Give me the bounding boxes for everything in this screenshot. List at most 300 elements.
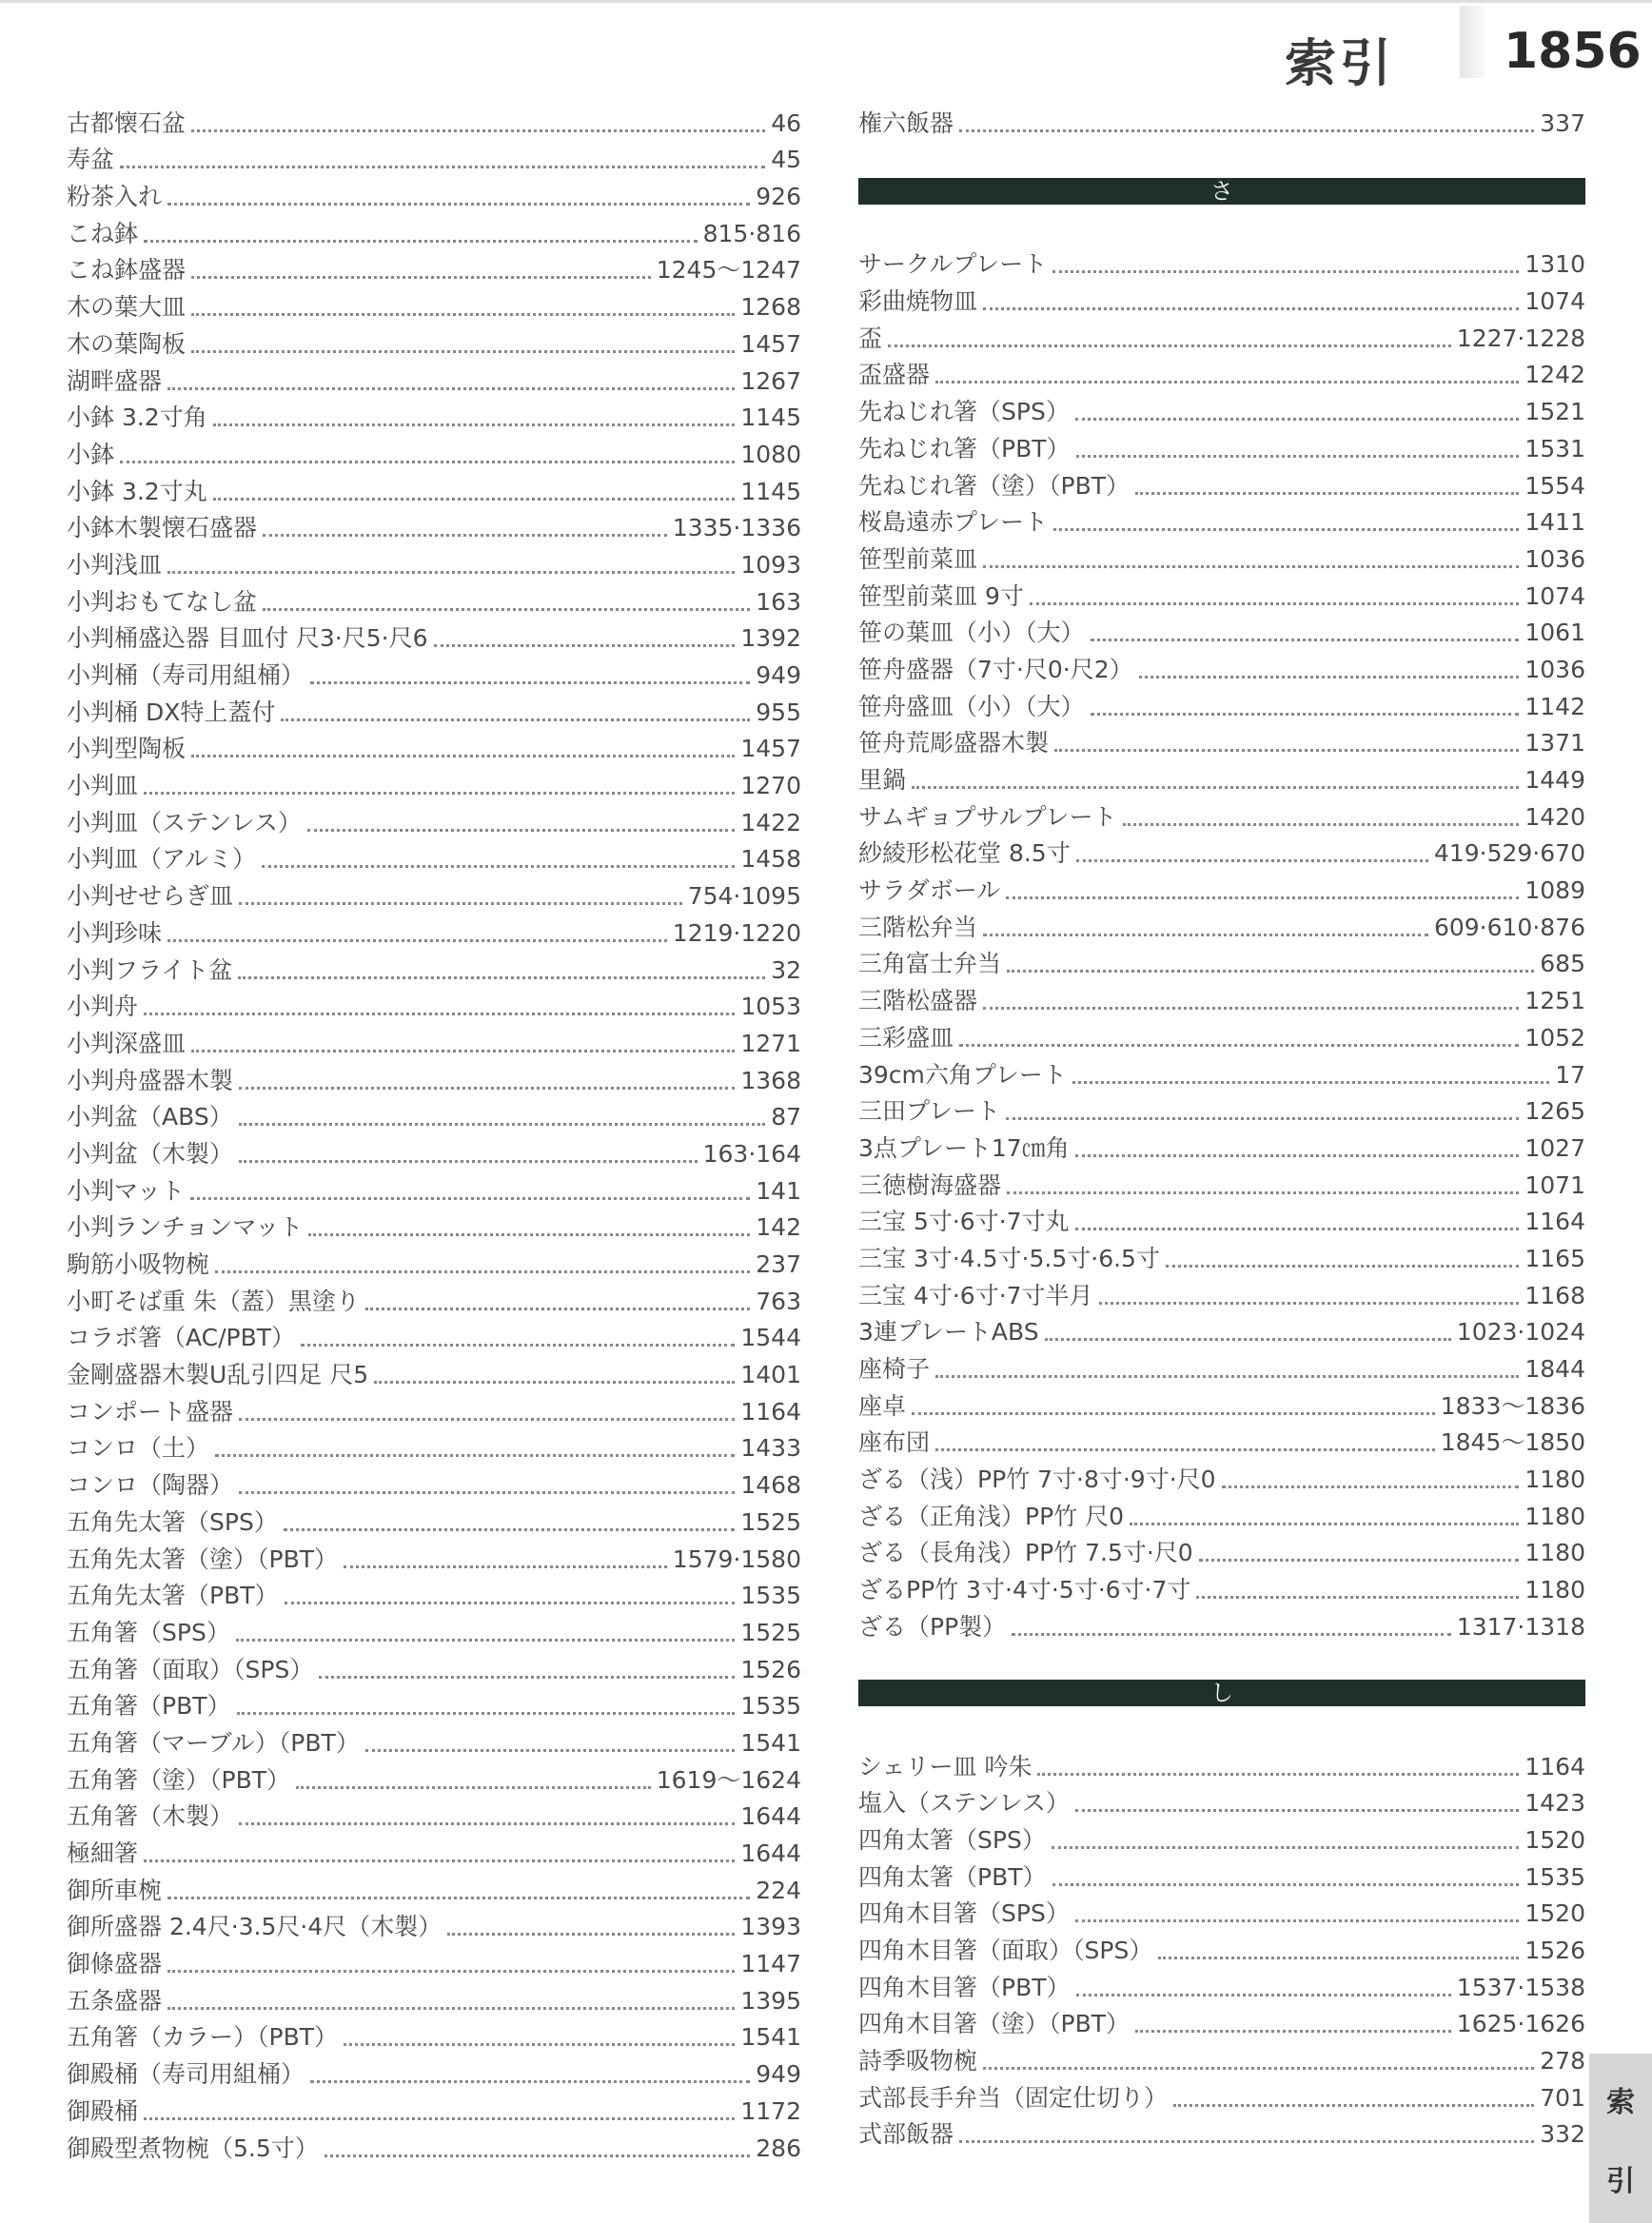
entry-name: 三階松盛器 [858, 987, 978, 1015]
dot-leader [434, 644, 736, 647]
section-header-sa: さ [858, 178, 1585, 205]
entry-page: 1579·1580 [672, 1544, 801, 1573]
index-entry [858, 578, 1585, 615]
entry-page: 1525 [740, 1618, 801, 1646]
dot-leader [912, 1412, 1435, 1415]
index-column-right [858, 105, 1585, 2153]
dot-leader [1072, 1081, 1549, 1084]
entry-page: 46 [771, 108, 801, 137]
entry-page: 1310 [1524, 250, 1585, 279]
entry-name: ざる（浅）PP竹 7寸·8寸·9寸·尺0 [858, 1466, 1216, 1494]
dot-leader [144, 2117, 735, 2120]
dot-leader [239, 1087, 735, 1090]
index-entry [67, 1835, 801, 1872]
index-entry [858, 1056, 1585, 1093]
section-header-shi: し [858, 1680, 1585, 1706]
entry-page: 1074 [1524, 581, 1585, 610]
dot-leader [1099, 1302, 1520, 1305]
entry-name: サラダボール [858, 876, 1001, 905]
entry-page: 1268 [740, 293, 801, 322]
entry-name: 小判おもてなし盆 [67, 587, 258, 616]
entry-page: 1458 [740, 845, 801, 874]
index-entry [67, 1982, 801, 2019]
index-entry [67, 1761, 801, 1799]
entry-page: 87 [771, 1103, 801, 1131]
dot-leader [1052, 270, 1519, 273]
entry-name: 笹舟盛皿（小）（大） [858, 692, 1085, 720]
index-entry [858, 283, 1585, 320]
index-entry [858, 1571, 1585, 1608]
index-entry [858, 105, 1585, 142]
dot-leader [191, 276, 651, 279]
entry-name: サークルプレート [858, 250, 1048, 279]
index-entry [858, 1785, 1585, 1822]
index-entry [858, 320, 1585, 357]
index-entry [67, 142, 801, 179]
dot-leader [1052, 1846, 1520, 1849]
entry-page: 926 [756, 183, 801, 211]
index-side-tab[interactable] [1589, 2054, 1652, 2223]
entry-page: 1164 [1524, 1752, 1585, 1780]
entry-page: 609·610·876 [1433, 913, 1585, 941]
dot-leader [983, 934, 1428, 936]
dot-leader [167, 203, 750, 206]
dot-leader [190, 1197, 750, 1200]
index-entry [67, 1062, 801, 1099]
entry-page: 1093 [740, 550, 801, 579]
page-title: 索引 [1285, 32, 1395, 93]
entry-page: 1422 [740, 808, 801, 836]
entry-page: 1271 [740, 1029, 801, 1057]
index-entry [858, 615, 1585, 652]
entry-page: 332 [1540, 2120, 1585, 2149]
entry-name: 御條盛器 [67, 1950, 163, 1978]
entry-page: 955 [756, 698, 801, 726]
entry-page: 1164 [1524, 1208, 1585, 1236]
index-entry [858, 1748, 1585, 1785]
index-entry [858, 1608, 1585, 1645]
entry-page: 1520 [1524, 1825, 1585, 1854]
index-entry [858, 1896, 1585, 1933]
dot-leader [191, 313, 735, 316]
entry-name: 小判盆（ABS） [67, 1103, 233, 1131]
entry-page: 1544 [740, 1324, 801, 1352]
entry-name: 式部飯器 [858, 2120, 954, 2149]
entry-page: 1245〜1247 [656, 256, 801, 285]
entry-page: 1644 [740, 1802, 801, 1831]
index-entry [858, 1387, 1585, 1425]
entry-name: 五角箸（面取）（SPS） [67, 1655, 314, 1683]
index-entry [858, 1314, 1585, 1351]
entry-name: 小町そば重 朱（蓋）黒塗り [67, 1287, 360, 1315]
dot-leader [167, 1897, 750, 1899]
entry-page: 1180 [1524, 1466, 1585, 1494]
dot-leader [167, 2007, 735, 2010]
index-entry [67, 1872, 801, 1909]
index-entry [67, 841, 801, 878]
dot-leader [1006, 896, 1519, 899]
dot-leader [1075, 1154, 1520, 1157]
entry-name: 先ねじれ箸（PBT） [858, 434, 1071, 462]
entry-name: 三宝 3寸·4.5寸·5.5寸·6.5寸 [858, 1244, 1160, 1272]
dot-leader [1075, 1919, 1520, 1922]
entry-page: 1180 [1524, 1502, 1585, 1530]
dot-leader [1199, 1559, 1520, 1562]
entry-page: 278 [1540, 2047, 1585, 2075]
entry-name: 小判ランチョンマット [67, 1213, 304, 1242]
entry-name: 金剛盛器木製U乱引四足 尺5 [67, 1361, 369, 1389]
dot-leader [1091, 639, 1520, 641]
index-group-top [858, 105, 1585, 142]
entry-name: 小鉢 3.2寸角 [67, 403, 207, 432]
entry-name: 五角先太箸（PBT） [67, 1582, 279, 1610]
dot-leader [324, 2154, 751, 2157]
index-entry [67, 105, 801, 142]
entry-name: コンロ（土） [67, 1434, 210, 1463]
index-entry [67, 989, 801, 1026]
entry-page: 701 [1540, 2083, 1585, 2112]
entry-name: 五角箸（マーブル）（PBT） [67, 1728, 360, 1757]
dot-leader [374, 1381, 735, 1384]
entry-name: 小判フライト盆 [67, 955, 233, 984]
entry-name: 三田プレート [858, 1097, 1001, 1126]
dot-leader [447, 1933, 735, 1936]
dot-leader [213, 423, 736, 426]
entry-name: 御殿桶 [67, 2096, 139, 2125]
dot-leader [983, 565, 1519, 568]
entry-name: ざるPP竹 3寸·4寸·5寸·6寸·7寸 [858, 1576, 1191, 1604]
entry-name: 三宝 4寸·6寸·7寸半月 [858, 1281, 1093, 1309]
dot-leader [191, 129, 765, 132]
entry-page: 1142 [1524, 692, 1585, 720]
index-entry [858, 946, 1585, 983]
index-entry [67, 1430, 801, 1467]
index-entry [67, 1025, 801, 1062]
entry-name: 五角箸（SPS） [67, 1618, 230, 1646]
entry-name: 小判深盛皿 [67, 1029, 187, 1057]
index-entry [858, 909, 1585, 946]
entry-page: 1554 [1524, 471, 1585, 500]
entry-page: 1535 [740, 1582, 801, 1610]
index-entry [858, 2116, 1585, 2154]
dot-leader [215, 1270, 750, 1273]
entry-name: 笹型前菜皿 9寸 [858, 581, 1024, 610]
entry-name: 五角箸（塗）（PBT） [67, 1765, 290, 1794]
entry-page: 1411 [1524, 508, 1585, 537]
header-divider-bar [1460, 6, 1485, 78]
entry-page: 1619〜1624 [656, 1765, 801, 1794]
entry-name: 小鉢 3.2寸丸 [67, 477, 207, 505]
entry-name: 3点プレート17㎝角 [858, 1133, 1070, 1162]
entry-page: 142 [756, 1213, 801, 1242]
index-entry [858, 1932, 1585, 1969]
entry-name: 小判桶 DX特上蓋付 [67, 698, 276, 726]
index-entry [67, 583, 801, 620]
entry-name: 寿盆 [67, 146, 115, 174]
entry-name: 小判桶（寿司用組桶） [67, 661, 305, 689]
index-entry [858, 725, 1585, 762]
index-entry [858, 1425, 1585, 1462]
entry-page: 1526 [1524, 1936, 1585, 1964]
entry-name: 塩入（ステンレス） [858, 1789, 1070, 1818]
index-entry [67, 1320, 801, 1357]
dot-leader [239, 1123, 766, 1126]
entry-page: 1145 [740, 477, 801, 505]
dot-leader [239, 1822, 735, 1825]
dot-leader [365, 1749, 736, 1752]
dot-leader [1006, 1117, 1519, 1120]
entry-name: 五角先太箸（SPS） [67, 1507, 278, 1536]
entry-page: 224 [756, 1876, 801, 1904]
entry-page: 1525 [740, 1507, 801, 1536]
entry-name: 笹の葉皿（小）（大） [858, 619, 1085, 647]
entry-name: 小判型陶板 [67, 735, 187, 763]
entry-page: 1521 [1524, 398, 1585, 426]
index-entry [67, 1210, 801, 1247]
entry-name: 御所車椀 [67, 1876, 163, 1904]
entry-name: 小判舟盛器木製 [67, 1066, 234, 1094]
entry-page: 1251 [1524, 987, 1585, 1015]
entry-page: 1833〜1836 [1440, 1391, 1585, 1420]
index-entry [858, 246, 1585, 284]
entry-name: 三階松弁当 [858, 913, 978, 941]
entry-name: こね鉢盛器 [67, 256, 187, 285]
entry-page: 1449 [1524, 766, 1585, 794]
dot-leader [167, 1970, 735, 1973]
entry-page: 763 [756, 1287, 801, 1315]
index-entry [67, 1614, 801, 1651]
entry-name: 小判盆（木製） [67, 1139, 234, 1168]
dot-leader [365, 1308, 750, 1310]
index-entry [67, 252, 801, 289]
dot-leader [144, 1013, 735, 1015]
entry-name: 座卓 [858, 1391, 907, 1420]
index-entry [67, 2130, 801, 2167]
dot-leader [959, 1044, 1519, 1047]
dot-leader [144, 792, 735, 795]
dot-leader [1007, 970, 1534, 973]
index-entry [67, 510, 801, 547]
entry-name: 笹型前菜皿 [858, 544, 978, 573]
dot-leader [307, 829, 735, 832]
index-entry [67, 804, 801, 841]
dot-leader [301, 1344, 735, 1347]
entry-page: 1845〜1850 [1440, 1428, 1585, 1457]
dot-leader [1123, 823, 1520, 826]
index-group-sa [858, 246, 1585, 1645]
entry-page: 1267 [740, 366, 801, 395]
entry-name: 四角木目箸（SPS） [858, 1899, 1070, 1928]
side-tab-char-2: 引 [1606, 2164, 1635, 2198]
entry-name: 紗綾形松花堂 8.5寸 [858, 839, 1071, 868]
dot-leader [238, 976, 765, 979]
dot-leader [215, 1454, 735, 1457]
entry-name: コンポート盛器 [67, 1397, 234, 1426]
dot-leader [1091, 713, 1520, 716]
index-entry [858, 1093, 1585, 1131]
entry-name: 里鍋 [858, 766, 907, 794]
entry-name: 古都懐石盆 [67, 108, 187, 137]
dot-leader [935, 1448, 1435, 1451]
entry-name: コラボ箸（AC/PBT） [67, 1324, 296, 1352]
index-entry [67, 2056, 801, 2093]
dot-leader [285, 1602, 736, 1604]
index-entry [67, 1688, 801, 1725]
dot-leader [310, 681, 750, 684]
entry-page: 1433 [740, 1434, 801, 1463]
entry-page: 754·1095 [687, 882, 801, 911]
entry-page: 1537·1538 [1456, 1973, 1585, 2001]
entry-page: 1061 [1524, 619, 1585, 647]
entry-name: 御殿桶（寿司用組桶） [67, 2060, 305, 2089]
entry-name: 盃 [858, 324, 883, 352]
index-entry [67, 877, 801, 915]
entry-page: 1147 [740, 1950, 801, 1978]
entry-name: 小鉢 [67, 440, 115, 468]
entry-name: 御所盛器 2.4尺·3.5尺·4尺（木製） [67, 1913, 442, 1941]
index-entry [67, 1135, 801, 1172]
entry-page: 1074 [1524, 287, 1585, 316]
entry-name: 駒筋小吸物椀 [67, 1250, 210, 1278]
entry-name: 三宝 5寸·6寸·7寸丸 [858, 1208, 1070, 1236]
dot-leader [1037, 1773, 1519, 1776]
entry-page: 419·529·670 [1433, 839, 1585, 868]
index-entry [67, 1504, 801, 1541]
entry-page: 1172 [740, 2096, 801, 2125]
entry-page: 1227·1228 [1456, 324, 1585, 352]
entry-page: 1423 [1524, 1789, 1585, 1818]
index-entry [67, 731, 801, 768]
index-group-shi [858, 1748, 1585, 2154]
entry-page: 1027 [1524, 1133, 1585, 1162]
index-entry [858, 2079, 1585, 2116]
entry-name: 四角木目箸（面取）（SPS） [858, 1936, 1153, 1964]
entry-page: 1395 [740, 1986, 801, 2015]
index-entry [67, 1466, 801, 1504]
entry-name: ざる（正角浅）PP竹 尺0 [858, 1502, 1125, 1530]
entry-page: 1036 [1524, 544, 1585, 573]
dot-leader [1075, 418, 1520, 421]
entry-page: 337 [1540, 108, 1585, 137]
dot-leader [1053, 528, 1519, 531]
entry-name: 極細箸 [67, 1839, 139, 1867]
entry-page: 1053 [740, 993, 801, 1021]
index-entry [858, 2006, 1585, 2043]
index-entry [858, 1535, 1585, 1572]
index-entry [67, 767, 801, 804]
entry-name: 御殿型煮物椀（5.5寸） [67, 2134, 319, 2162]
index-entry [858, 467, 1585, 504]
entry-page: 1392 [740, 624, 801, 653]
index-entry [858, 798, 1585, 836]
dot-leader [167, 939, 667, 942]
index-entry [67, 1393, 801, 1430]
index-entry [858, 1167, 1585, 1204]
entry-page: 1393 [740, 1913, 801, 1941]
dot-leader [1173, 2104, 1534, 2107]
entry-page: 1164 [740, 1397, 801, 1426]
index-entry [858, 1498, 1585, 1535]
index-entry [858, 1350, 1585, 1387]
entry-page: 1535 [1524, 1862, 1585, 1891]
entry-name: 五角箸（PBT） [67, 1692, 231, 1721]
dot-leader [344, 1565, 667, 1568]
entry-name: 盃盛器 [858, 361, 931, 389]
entry-name: こね鉢 [67, 219, 139, 247]
index-entry [67, 215, 801, 252]
dot-leader [983, 307, 1519, 310]
index-entry [67, 400, 801, 437]
entry-name: 詩季吸物椀 [858, 2047, 978, 2075]
entry-page: 163 [756, 587, 801, 616]
entry-name: 小判皿（アルミ） [67, 845, 257, 874]
dot-leader [310, 2080, 750, 2083]
dot-leader [1158, 1957, 1519, 1959]
dot-leader [1076, 1994, 1451, 1997]
entry-page: 1180 [1524, 1576, 1585, 1604]
dot-leader [344, 2043, 735, 2046]
dot-leader [935, 1375, 1519, 1378]
index-entry [858, 393, 1585, 430]
index-entry [67, 1799, 801, 1836]
entry-page: 1052 [1524, 1023, 1585, 1052]
dot-leader [262, 865, 735, 868]
entry-name: 権六飯器 [858, 108, 954, 137]
entry-page: 1180 [1524, 1539, 1585, 1567]
index-entry [858, 2042, 1585, 2079]
index-entry [858, 1204, 1585, 1241]
entry-name: 五角先太箸（塗）（PBT） [67, 1544, 338, 1573]
dot-leader [1052, 1883, 1520, 1886]
index-entry [858, 504, 1585, 541]
entry-page: 1219·1220 [672, 918, 801, 947]
entry-page: 1531 [1524, 434, 1585, 462]
index-entry [858, 1821, 1585, 1859]
entry-page: 163·164 [702, 1139, 801, 1168]
index-entry [67, 620, 801, 658]
entry-page: 1317·1318 [1456, 1612, 1585, 1641]
entry-name: 三徳樹海盛器 [858, 1171, 1002, 1199]
index-entry [67, 2093, 801, 2130]
dot-leader [296, 1786, 651, 1789]
index-entry [858, 357, 1585, 394]
entry-page: 237 [756, 1250, 801, 1278]
entry-name: 小判皿（ステンレス） [67, 808, 302, 836]
index-entry [67, 363, 801, 400]
dot-leader [1196, 1596, 1519, 1599]
dot-leader [959, 2140, 1534, 2143]
entry-page: 1168 [1524, 1281, 1585, 1309]
entry-name: 四角太箸（SPS） [858, 1825, 1046, 1854]
dot-leader [912, 786, 1519, 789]
index-entry [67, 1945, 801, 1982]
entry-name: 五条盛器 [67, 1986, 163, 2015]
index-entry [67, 1172, 801, 1210]
entry-name: コンロ（陶器） [67, 1471, 234, 1500]
dot-leader [239, 1160, 698, 1163]
entry-page: 1420 [1524, 802, 1585, 831]
entry-name: ざる（PP製） [858, 1612, 1007, 1641]
dot-leader [213, 498, 736, 501]
entry-page: 1457 [740, 735, 801, 763]
entry-name: 39cm六角プレート [858, 1060, 1067, 1089]
entry-name: 粉茶入れ [67, 183, 163, 211]
index-entry [858, 982, 1585, 1019]
index-entry [67, 546, 801, 583]
dot-leader [120, 166, 765, 168]
entry-name: 湖畔盛器 [67, 366, 163, 395]
entry-page: 141 [756, 1176, 801, 1205]
